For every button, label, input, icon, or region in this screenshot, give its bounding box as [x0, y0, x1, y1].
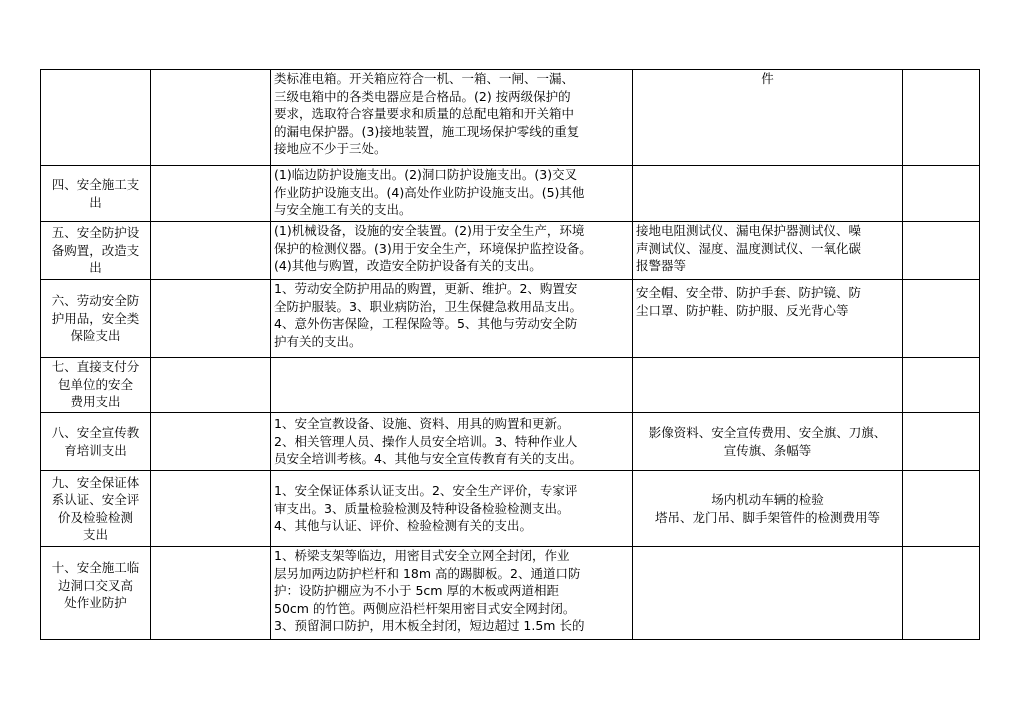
content-line: 1、安全保证体系认证支出。2、安全生产评价，专家评 [274, 483, 578, 499]
row-title-line: 五、安全防护设 [51, 225, 140, 241]
note-line: 场内机动车辆的检验 [711, 492, 824, 507]
row-title-line: 育培训支出 [64, 442, 127, 458]
table-row [41, 166, 980, 222]
content-line: 接地应不少于三处。 [274, 141, 387, 156]
content-line: 与安全施工有关的支出。 [274, 202, 412, 217]
note-line: 塔吊、龙门吊、脚手架管件的检测费用等 [654, 509, 880, 525]
blank-cell [903, 547, 980, 640]
content-cell [271, 413, 633, 471]
table-row [41, 358, 980, 413]
content-line: 护：设防护棚应为不小于 5cm 厚的木板或两道相距 [274, 583, 559, 598]
blank-cell [151, 471, 271, 547]
row-title-line: 出 [89, 260, 102, 276]
row-title-cell [41, 471, 151, 547]
row-title-cell [41, 413, 151, 471]
note-line: 件 [761, 71, 774, 86]
content-line: 3、预留洞口防护，用木板全封闭，短边超过 1.5m 长的 [274, 618, 585, 633]
content-line: 4、意外伤害保险，工程保险等。5、其他与劳动安全防 [274, 316, 578, 331]
row-title-line: 费用支出 [70, 394, 121, 409]
note-cell [633, 413, 903, 471]
blank-cell [903, 222, 980, 280]
content-cell [271, 471, 633, 547]
content-line: 1、劳动安全防护用品的购置，更新、维护。2、购置安 [274, 281, 578, 296]
table-row [41, 280, 980, 358]
content-cell [271, 358, 633, 413]
table-row [41, 547, 980, 640]
row-title-cell [41, 70, 151, 166]
table-row [41, 413, 980, 471]
table-row [41, 471, 980, 547]
note-cell [633, 280, 903, 358]
row-title-line: 系认证、安全评 [51, 492, 140, 507]
row-title-cell [41, 166, 151, 222]
content-line: 类标准电箱。开关箱应符合一机、一箱、一闸、一漏、 [274, 71, 575, 86]
blank-cell [903, 413, 980, 471]
content-cell [271, 166, 633, 222]
content-line: 护有关的支出。 [274, 333, 362, 349]
blank-cell [151, 358, 271, 413]
content-line: 4、其他与认证、评价、检验检测有关的支出。 [274, 518, 532, 534]
table-row [41, 222, 980, 280]
note-cell [633, 547, 903, 640]
content-line: (4)其他与购置，改造安全防护设备有关的支出。 [274, 258, 542, 273]
row-title-cell [41, 280, 151, 358]
row-title-line: 六、劳动安全防 [51, 293, 140, 309]
row-title-line: 十、安全施工临 [51, 560, 140, 575]
content-line: 层另加两边防护栏杆和 18m 高的踢脚板。2、通道口防 [274, 565, 581, 581]
cost-table [40, 69, 980, 640]
content-line: (1)机械设备，设施的安全装置。(2)用于安全生产，环境 [274, 223, 585, 238]
note-line: 报警器等 [636, 258, 687, 273]
content-line: 要求，选取符合容量要求和质量的总配电箱和开关箱中 [274, 106, 575, 121]
note-line: 声测试仪、湿度、温度测试仪、一氧化碳 [636, 240, 862, 256]
content-line: 员安全培训考核。4、其他与安全宣传教育有关的支出。 [274, 451, 582, 466]
content-line: 50cm 的竹笆。两侧应沿栏杆架用密目式安全网封闭。 [274, 600, 576, 616]
row-title-line: 出 [89, 194, 102, 210]
note-cell [633, 166, 903, 222]
note-line: 接地电阻测试仪、漏电保护器测试仪、噪 [636, 223, 862, 238]
row-title-line: 边洞口交叉高 [57, 577, 133, 593]
content-line: 2、相关管理人员、操作人员安全培训。3、特种作业人 [274, 433, 578, 449]
content-cell [271, 280, 633, 358]
row-title-line: 备购置，改造支 [51, 242, 140, 258]
blank-cell [903, 280, 980, 358]
row-title-line: 八、安全宣传教 [51, 425, 140, 440]
note-line: 影像资料、安全宣传费用、安全旗、刀旗、 [648, 425, 887, 440]
row-title-line: 保险支出 [70, 328, 121, 344]
blank-cell [151, 280, 271, 358]
row-title-line: 七、直接支付分 [51, 359, 140, 374]
blank-cell [151, 166, 271, 222]
row-title-line: 价及检验检测 [57, 509, 133, 525]
content-line: 1、桥梁支架等临边，用密目式安全立网全封闭，作业 [274, 548, 570, 563]
note-line: 宣传旗、条幅等 [723, 442, 812, 458]
content-line: 的漏电保护器。(3)接地装置，施工现场保护零线的重复 [274, 123, 580, 139]
blank-cell [151, 547, 271, 640]
note-line: 尘口罩、防护鞋、防护服、反光背心等 [636, 302, 849, 318]
blank-cell [151, 413, 271, 471]
content-line: 审支出。3、质量检验检测及特种设备检验检测支出。 [274, 500, 570, 516]
note-cell [633, 358, 903, 413]
content-line: (1)临边防护设施支出。(2)洞口防护设施支出。(3)交叉 [274, 167, 578, 182]
row-title-cell [41, 358, 151, 413]
row-title-line: 处作业防护 [64, 595, 127, 610]
blank-cell [151, 70, 271, 166]
blank-cell [151, 222, 271, 280]
blank-cell [903, 358, 980, 413]
row-title-line: 护用品，安全类 [51, 310, 140, 326]
blank-cell [903, 166, 980, 222]
content-line: 三级电箱中的各类电器应是合格品。(2) 按两级保护的 [274, 88, 571, 104]
content-line: 保护的检测仪器。(3)用于安全生产，环境保护监控设备。 [274, 240, 592, 256]
row-title-line: 包单位的安全 [57, 376, 133, 392]
content-line: 1、安全宣教设备、设施、资料、用具的购置和更新。 [274, 416, 570, 431]
note-line: 安全帽、安全带、防护手套、防护镜、防 [636, 285, 862, 300]
note-cell [633, 70, 903, 166]
blank-cell [903, 471, 980, 547]
row-title-line: 支出 [82, 527, 108, 542]
note-cell [633, 471, 903, 547]
row-title-line: 四、安全施工支 [51, 177, 140, 192]
table-row [41, 70, 980, 166]
note-cell [633, 222, 903, 280]
content-cell [271, 222, 633, 280]
row-title-line: 九、安全保证体 [51, 474, 140, 490]
content-cell [271, 70, 633, 166]
content-cell [271, 547, 633, 640]
content-line: 作业防护设施支出。(4)高处作业防护设施支出。(5)其他 [274, 184, 585, 200]
blank-cell [903, 70, 980, 166]
row-title-cell [41, 222, 151, 280]
content-line: 全防护服装。3、职业病防治，卫生保健急救用品支出。 [274, 298, 582, 314]
row-title-cell [41, 547, 151, 640]
